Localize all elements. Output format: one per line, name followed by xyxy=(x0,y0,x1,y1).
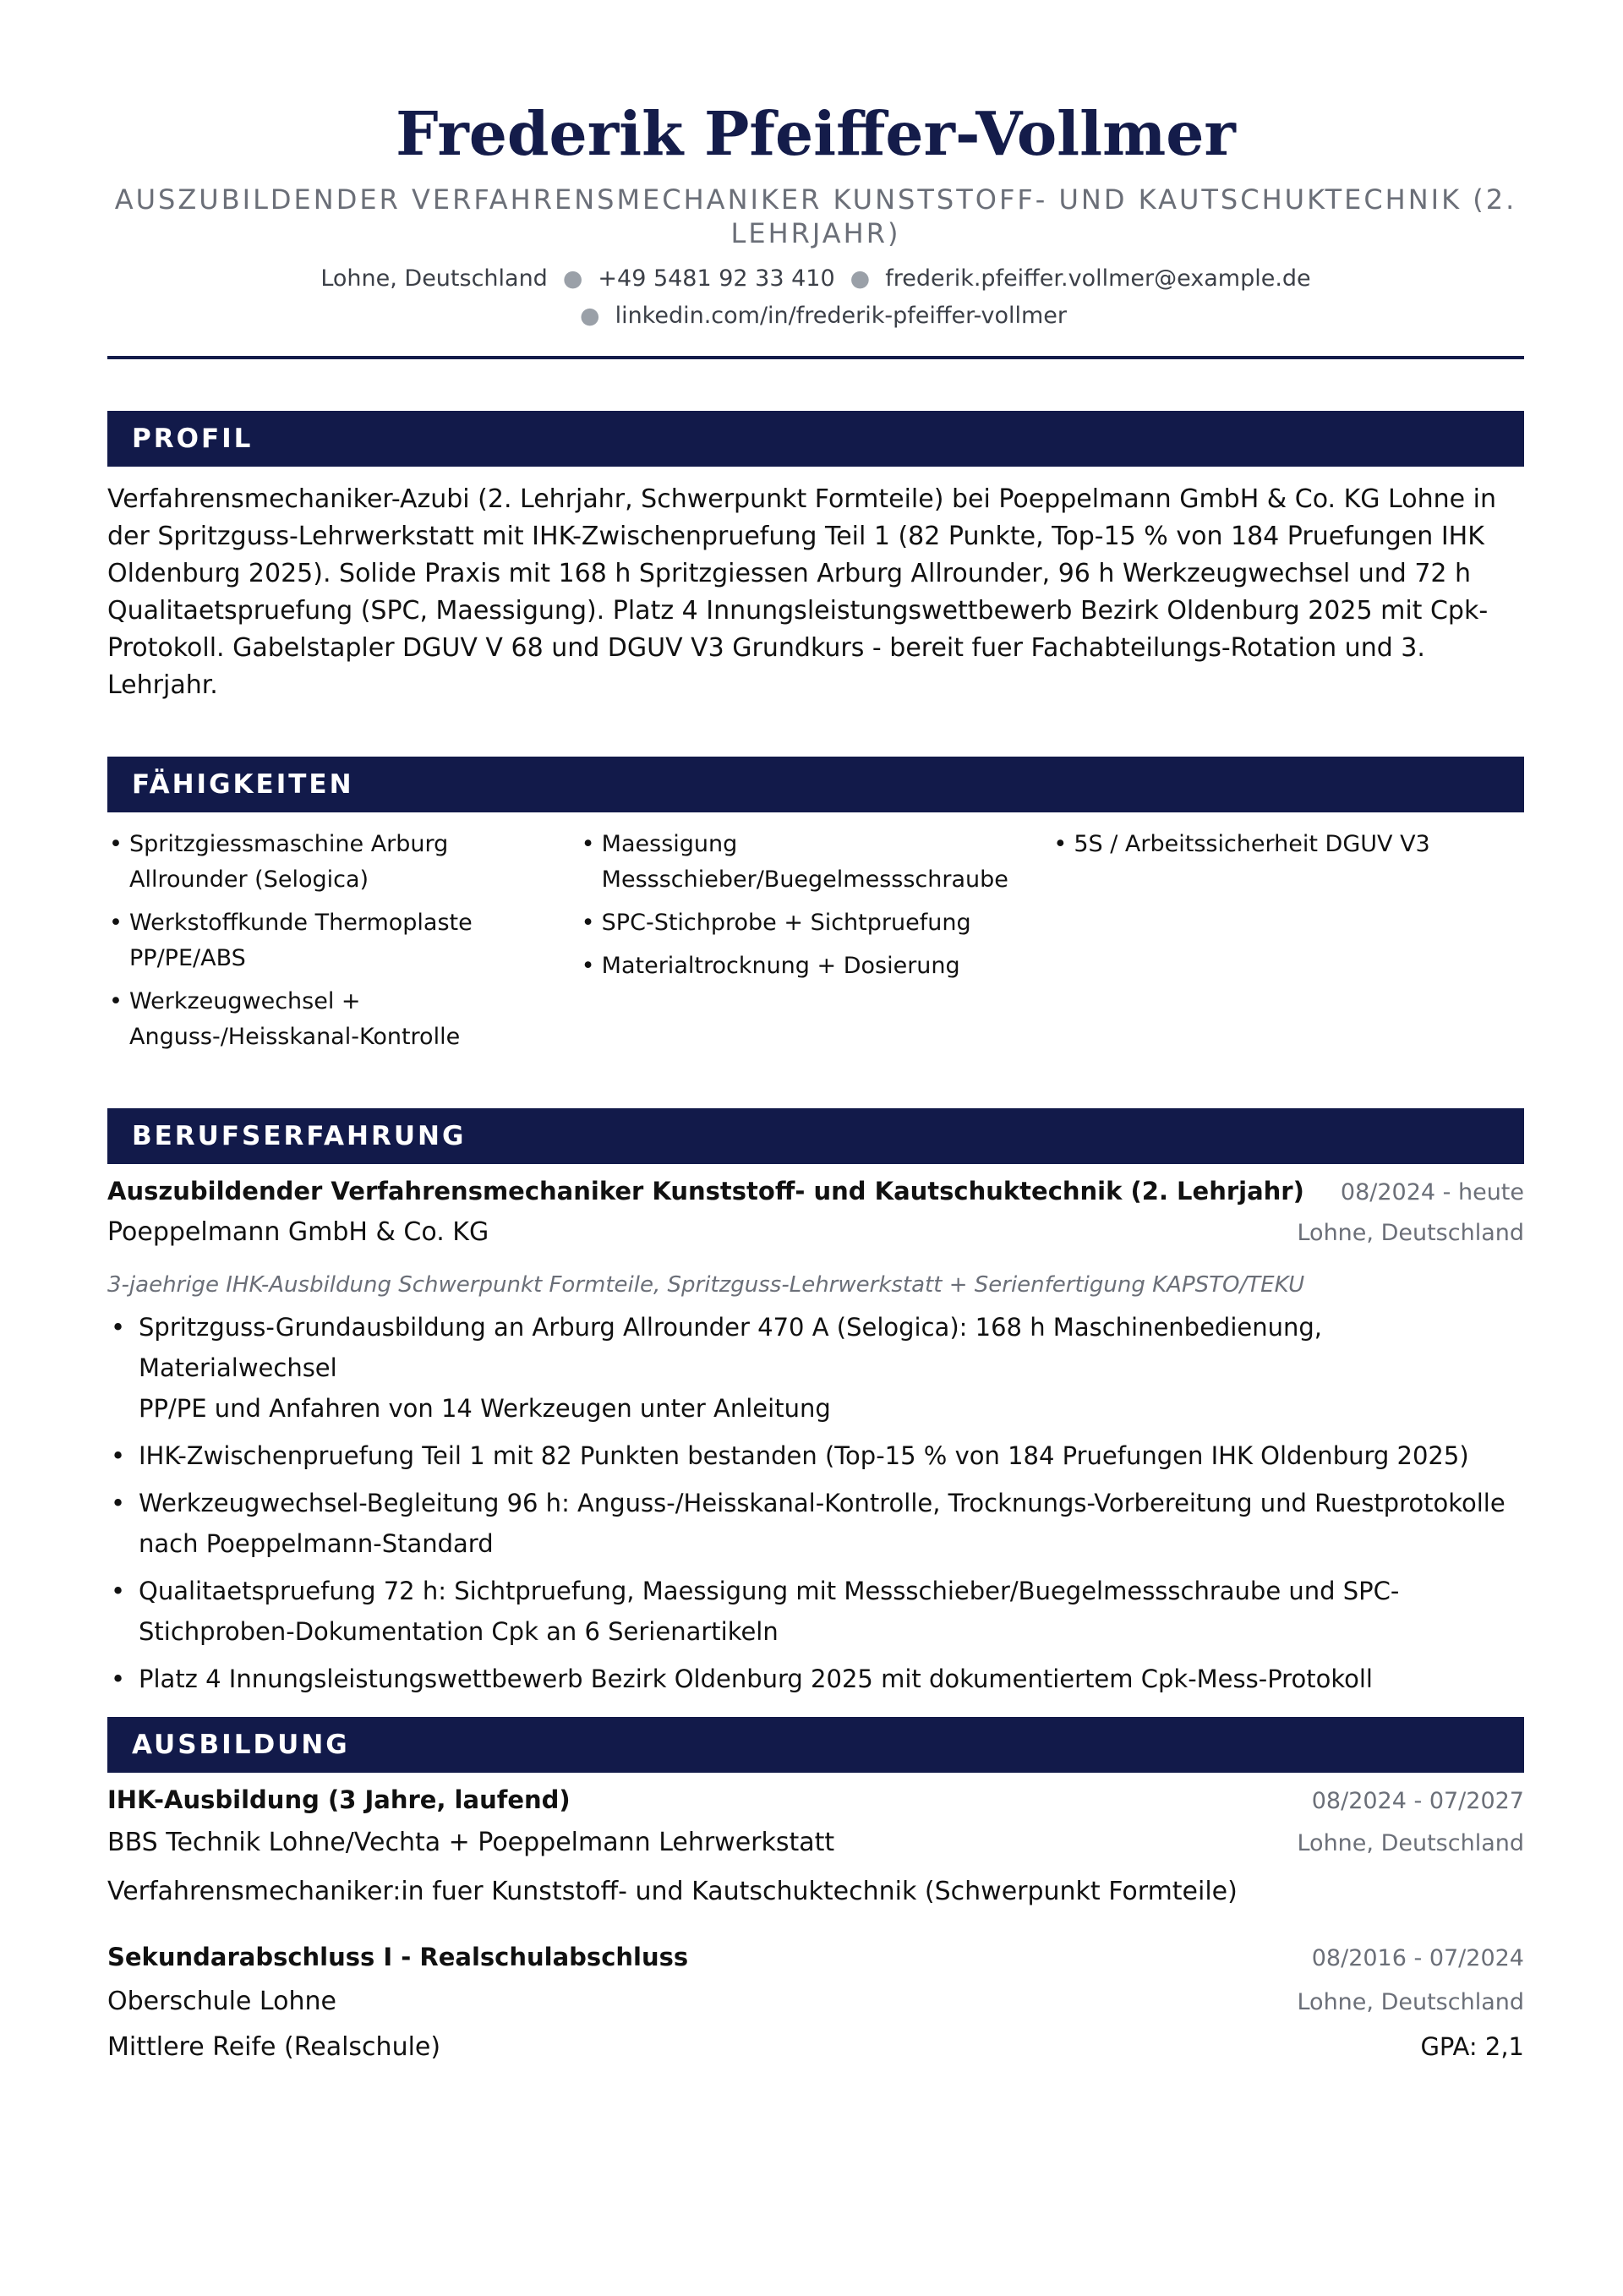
education-entry xyxy=(107,1785,1524,1912)
candidate-name: Frederik Pfeiffer-Vollmer xyxy=(396,98,1236,169)
education-date: 08/2016 - 07/2024 xyxy=(1311,1945,1524,1971)
skill-item: • 5S / Arbeitssicherheit DGUV V3 xyxy=(1052,827,1524,862)
job-description: 3-jaehrige IHK-Ausbildung Schwerpunkt Formteile, Spritzguss-Lehrwerkstatt + Serienfertigung KAPSTO/TEKU xyxy=(107,1272,1305,1298)
header-divider xyxy=(107,356,1524,359)
job-bullets xyxy=(107,1307,1524,1699)
dot-separator-icon: ● xyxy=(850,265,871,292)
section-header-skills: FÄHIGKEITEN xyxy=(107,757,1524,812)
job-bullet: • Werkzeugwechsel-Begleitung 96 h: Anguss-/Heisskanal-Kontrolle, Trocknungs-Vorbereitung und Ruestprotokolle nach Poeppelmann-Standard xyxy=(107,1483,1524,1564)
education-title: Sekundarabschluss I - Realschulabschluss xyxy=(107,1943,689,1971)
candidate-title-line: LEHRJAHR) xyxy=(730,217,901,249)
job-title: Auszubildender Verfahrensmechaniker Kunststoff- und Kautschuktechnik (2. Lehrjahr) xyxy=(107,1177,1304,1205)
profile-line: der Spritzguss-Lehrwerkstatt mit IHK-Zwischenpruefung Teil 1 (82 Punkte, Top-15 % von 184 Pruefungen IHK xyxy=(107,522,1484,551)
dot-separator-icon: ● xyxy=(580,303,600,329)
skill-item: • SPC-Stichprobe + Sichtpruefung xyxy=(580,905,1052,941)
education-location: Lohne, Deutschland xyxy=(1297,1989,1524,2015)
job-bullet: • IHK-Zwischenpruefung Teil 1 mit 82 Punkten bestanden (Top-15 % von 184 Pruefungen IHK Oldenburg 2025) xyxy=(107,1435,1524,1476)
skills-grid xyxy=(107,827,1524,1063)
profile-line: Lehrjahr. xyxy=(107,670,218,700)
skill-item: • Werkstoffkunde Thermoplaste PP/PE/ABS xyxy=(107,905,580,976)
candidate-title-line: AUSZUBILDENDER VERFAHRENSMECHANIKER KUNSTSTOFF- UND KAUTSCHUKTECHNIK (2. xyxy=(114,183,1517,216)
education-detail: Verfahrensmechaniker:in fuer Kunststoff- und Kautschuktechnik (Schwerpunkt Formteile) xyxy=(107,1877,1238,1906)
contact-linkedin[interactable]: linkedin.com/in/frederik-pfeiffer-vollmer xyxy=(615,303,1067,329)
education-location: Lohne, Deutschland xyxy=(1297,1830,1524,1856)
contact-phone[interactable]: +49 5481 92 33 410 xyxy=(598,265,835,292)
profile-line: Oldenburg 2025). Solide Praxis mit 168 h Spritzgiessen Arburg Allrounder, 96 h Werkzeugwechsel und 72 h xyxy=(107,559,1472,588)
job-date: 08/2024 - heute xyxy=(1340,1179,1524,1205)
education-detail: Mittlere Reife (Realschule) xyxy=(107,2032,441,2062)
school-name: BBS Technik Lohne/Vechta + Poeppelmann Lehrwerkstatt xyxy=(107,1828,835,1857)
job-bullet: • Spritzguss-Grundausbildung an Arburg Allrounder 470 A (Selogica): 168 h Maschinenbedienung, Materialwechsel PP/PE und Anfahren von 14 Werkzeugen unter Anleitung xyxy=(107,1307,1524,1429)
skill-item: • Materialtrocknung + Dosierung xyxy=(580,948,1052,984)
section-header-experience: BERUFSERFAHRUNG xyxy=(107,1108,1524,1164)
contact-location: Lohne, Deutschland xyxy=(320,265,548,292)
profile-line: Protokoll. Gabelstapler DGUV V 68 und DGUV V3 Grundkurs - bereit fuer Fachabteilungs-Rotation und 3. xyxy=(107,633,1425,663)
contact-email[interactable]: frederik.pfeiffer.vollmer@example.de xyxy=(885,265,1311,292)
profile-line: Verfahrensmechaniker-Azubi (2. Lehrjahr, Schwerpunkt Formteile) bei Poeppelmann GmbH & Co. KG Lohne in xyxy=(107,484,1496,514)
job-bullet: • Platz 4 Innungsleistungswettbewerb Bezirk Oldenburg 2025 mit dokumentiertem Cpk-Mess-Protokoll xyxy=(107,1659,1524,1699)
contact-info xyxy=(107,260,1524,335)
school-name: Oberschule Lohne xyxy=(107,1987,336,2016)
job-location: Lohne, Deutschland xyxy=(1297,1220,1524,1246)
company-name: Poeppelmann GmbH & Co. KG xyxy=(107,1217,489,1247)
skills-column xyxy=(580,827,1052,1063)
contact-line xyxy=(107,260,1524,298)
education-title: IHK-Ausbildung (3 Jahre, laufend) xyxy=(107,1785,571,1814)
education-date: 08/2024 - 07/2027 xyxy=(1311,1788,1524,1814)
profile-summary xyxy=(107,481,1524,704)
section-header-profile: PROFIL xyxy=(107,411,1524,467)
skills-column xyxy=(1052,827,1524,1063)
education-entry xyxy=(107,1943,1524,2062)
skill-item: • Maessigung Messschieber/Buegelmessschraube xyxy=(580,827,1052,898)
skills-column xyxy=(107,827,580,1063)
education-gpa: GPA: 2,1 xyxy=(1420,2032,1524,2061)
contact-line xyxy=(107,298,1524,335)
candidate-title xyxy=(107,183,1524,250)
section-header-education: AUSBILDUNG xyxy=(107,1717,1524,1773)
skill-item: • Spritzgiessmaschine Arburg Allrounder (Selogica) xyxy=(107,827,580,898)
experience-entry xyxy=(107,1177,1524,1706)
job-bullet: • Qualitaetspruefung 72 h: Sichtpruefung, Maessigung mit Messschieber/Buegelmessschraube und SPC- Stichproben-Dokumentation Cpk an 6 Serienartikeln xyxy=(107,1571,1524,1652)
dot-separator-icon: ● xyxy=(562,265,583,292)
skill-item: • Werkzeugwechsel + Anguss-/Heisskanal-Kontrolle xyxy=(107,984,580,1055)
profile-line: Qualitaetspruefung (SPC, Maessigung). Platz 4 Innungsleistungswettbewerb Bezirk Oldenburg 2025 mit Cpk- xyxy=(107,596,1489,626)
